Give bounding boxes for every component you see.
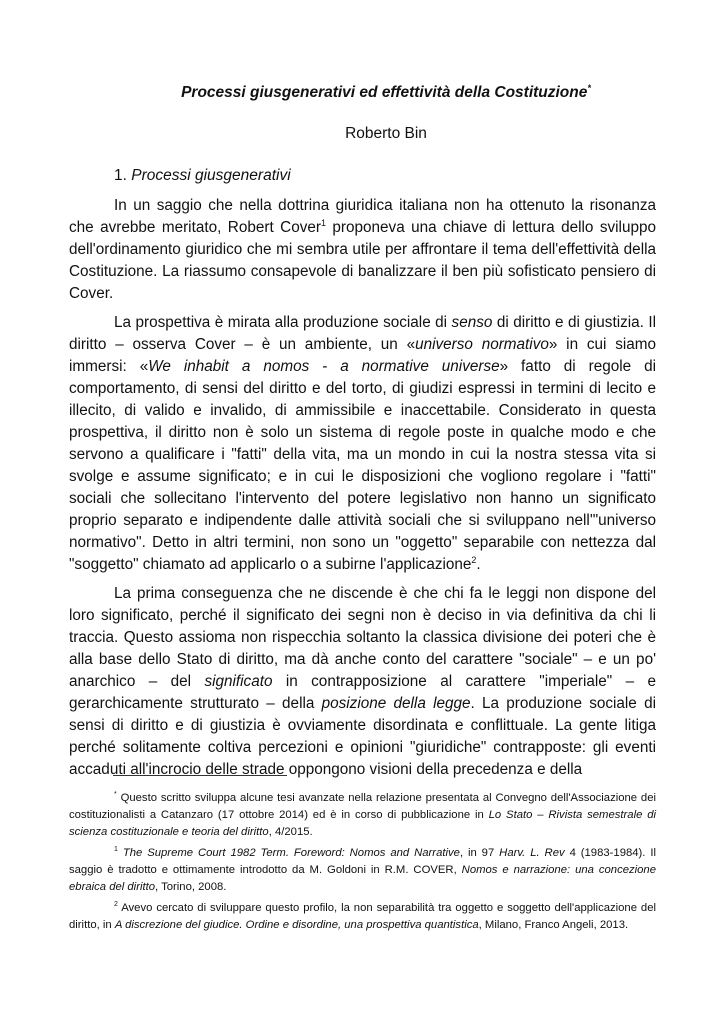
p2-italic-universo: universo normativo bbox=[415, 336, 549, 353]
fn1-italic-book: Nomos e narrazione: una concezione ebraica del diritto bbox=[69, 864, 657, 893]
paragraph-2 bbox=[69, 312, 656, 576]
footnote-ref-2: 2 bbox=[471, 554, 477, 565]
section-heading bbox=[69, 165, 656, 187]
p2-text-g: » fatto di regole di comportamento, di sensi del diritto e del torto, di giudizi espressi in termini di lecito e illecito, di valido e invalido, di ammissibile e inaccettabile. Considerato in questa prospettiva, il diritto non è solo un sistema di regole poste in qualche modo e che servono a qualificare i "fatti" della vita, ma un mondo in cui la nostra stessa vita si svolge e assume significato; e in cui le disposizioni che vogliono regolare i "fatti" sociali che sollecitano l'intervento del potere legislativo non hanno un significato proprio separato e indipendente dalle attività sociali che si sviluppano nell'"universo normativo". Detto in altri termini, non sono un "oggetto" separabile con nettezza dal "soggetto" chiamato ad applicarlo o a subirne l'applicazione bbox=[69, 358, 656, 573]
fn1-text-g: , Torino, 2008. bbox=[155, 881, 227, 893]
p2-text-h: . bbox=[476, 556, 481, 573]
footnote-2-mark: 2 bbox=[114, 901, 118, 909]
paragraph-3 bbox=[69, 583, 656, 781]
p3-text-c: in contrapposizione al carattere "imperiale" – e gerarchicamente strutturato – della bbox=[69, 673, 656, 712]
footnote-1 bbox=[69, 845, 656, 896]
fn2-text-c: , Milano, Franco Angeli, 2013. bbox=[478, 919, 629, 931]
p2-text-c: di diritto e di giustizia. Il diritto – osserva Cover – è un ambiente, un « bbox=[69, 314, 657, 353]
fn1-text-e: 4 (1983-1984). Il saggio è tradotto e ottimamente introdotto da M. Goldoni in R.M. COVER, bbox=[69, 847, 657, 876]
author-name: Roberto Bin bbox=[345, 125, 427, 142]
fn-star-text-a: Questo scritto sviluppa alcune tesi avanzate nella relazione presentata al Convegno dell'Associazione dei costituzionalisti a Catanzaro (17 ottobre 2014) ed è in corso di pubblicazione in bbox=[69, 792, 656, 821]
title-footnote-mark: * bbox=[587, 82, 591, 93]
p3-text-a: La prima conseguenza che ne discende è che chi fa le leggi non dispone del loro significato, perché il significato dei segni non è deciso in via definitiva da chi li traccia. Questo assioma non rispecchia soltanto la classica divisione dei poteri che è alla base dello Stato di diritto, ma dà anche conto del carattere "sociale" – e un po' anarchico – del bbox=[69, 585, 656, 690]
main-content bbox=[69, 82, 656, 788]
p2-italic-senso: senso bbox=[451, 314, 493, 331]
p3-italic-significato: significato bbox=[204, 673, 273, 690]
fn1-italic-title: The Supreme Court 1982 Term. Foreword: Nomos and Narrative bbox=[122, 847, 460, 859]
section-number: 1. bbox=[114, 167, 127, 184]
document-title bbox=[116, 82, 656, 104]
p1-text-a: In un saggio che nella dottrina giuridica italiana non ha ottenuto la risonanza che avrebbe meritato, Robert Cover bbox=[69, 197, 656, 236]
section-title: Processi giusgenerativi bbox=[131, 167, 291, 184]
paragraph-1 bbox=[69, 195, 656, 305]
p1-text-b: proponeva una chiave di lettura dello sviluppo dell'ordinamento giuridico che mi sembra utile per affrontare il tema dell'effettività della Costituzione. La riassumo consapevole di banalizzare il ben più sofisticato pensiero di Cover. bbox=[69, 219, 656, 302]
footnote-star-mark: * bbox=[114, 791, 117, 799]
fn2-text-a: Avevo cercato di sviluppare questo profilo, la non separabilità tra oggetto e soggetto dell'applicazione del diritto, in bbox=[69, 902, 656, 931]
footnote-ref-1: 1 bbox=[320, 217, 326, 228]
fn-star-text-c: , 4/2015. bbox=[268, 826, 313, 838]
fn1-italic-review: Harv. L. Rev bbox=[499, 847, 565, 859]
footnote-2 bbox=[69, 900, 656, 934]
p3-text-e: . La produzione sociale di sensi di diritto e di giustizia è ovviamente disordinata e conflittuale. La gente litiga perché solitamente coltiva percezioni e opinioni "giuridiche" contrapposte: gli eventi accaduti all'incrocio delle strade oppongono visioni della precedenza e della bbox=[69, 695, 656, 778]
title-text: Processi giusgenerativi ed effettività della Costituzione bbox=[181, 84, 588, 101]
fn1-text-c: , in 97 bbox=[459, 847, 500, 859]
p2-italic-quote: We inhabit a nomos - a normative universe bbox=[148, 358, 500, 375]
footnote-separator bbox=[113, 775, 287, 776]
fn2-italic-book: A discrezione del giudice. Ordine e disordine, una prospettiva quantistica bbox=[114, 919, 479, 931]
footnotes bbox=[69, 790, 656, 938]
p2-text-e: » in cui siamo immersi: « bbox=[69, 336, 657, 375]
p3-italic-posizione: posizione della legge bbox=[321, 695, 471, 712]
fn-star-journal: Lo Stato – Rivista semestrale di scienza costituzionale e teoria del diritto bbox=[69, 809, 657, 838]
footnote-1-mark: 1 bbox=[114, 846, 118, 854]
footnote-star bbox=[69, 790, 656, 841]
p2-text-a: La prospettiva è mirata alla produzione sociale di bbox=[114, 314, 452, 331]
